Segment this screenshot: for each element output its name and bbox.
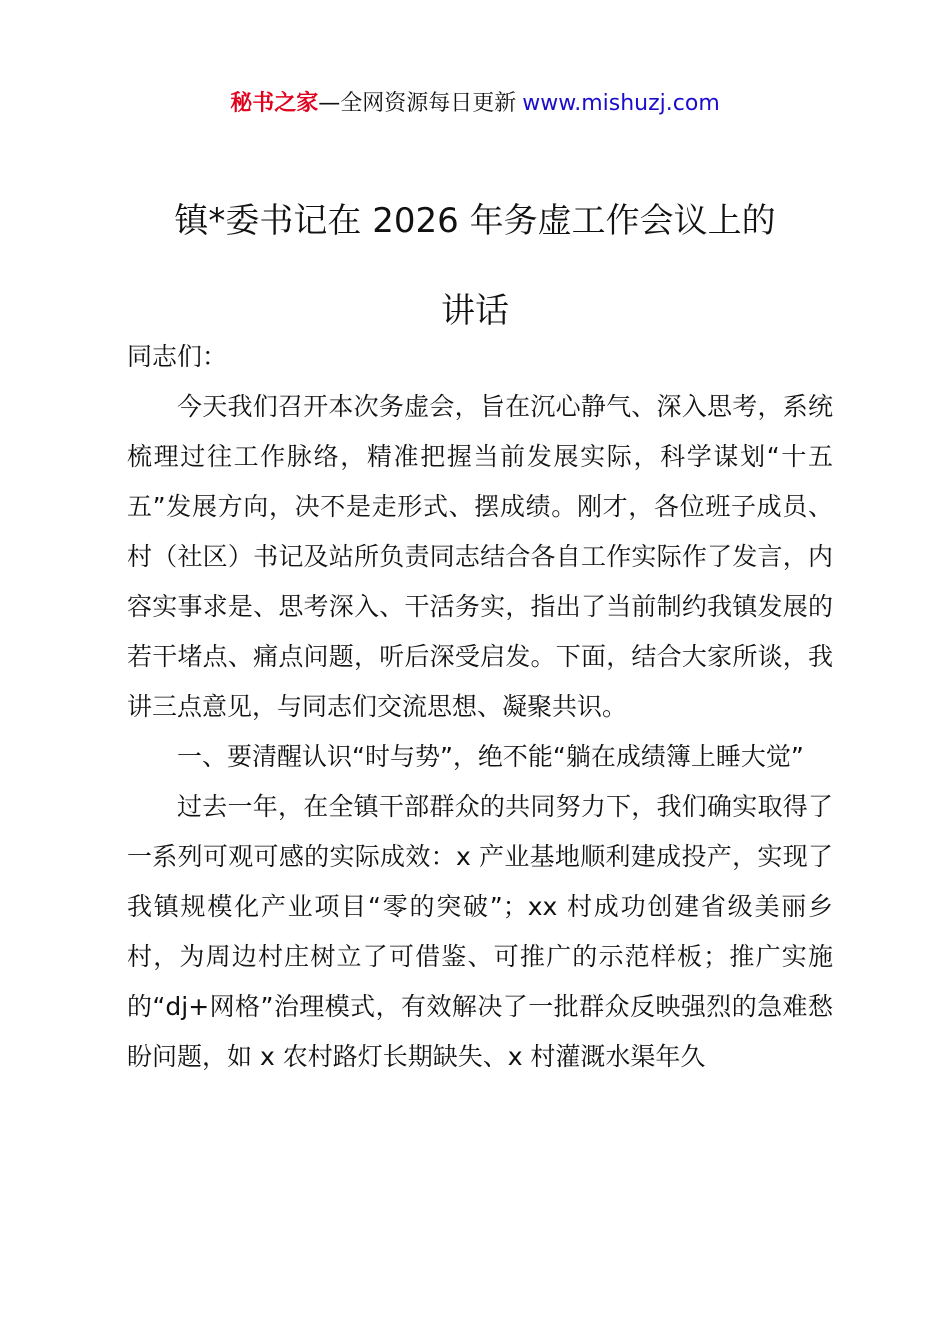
brand-name: 秘书之家 — [230, 91, 319, 116]
site-header — [0, 88, 950, 120]
title-line-2: 讲话 — [441, 291, 509, 331]
salutation: 同志们： — [127, 342, 228, 371]
title-line-1: 镇*委书记在 2026 年务虚工作会议上的 — [174, 201, 776, 241]
paragraph-intro: 今天我们召开本次务虚会，旨在沉心静气、深入思考，系统梳理过往工作脉络，精准把握当前发展实际，科学谋划“十五五”发展方向，决不是走形式、摆成绩。刚才，各位班子成员、村（社区）书记及站所负责同志结合各自工作实际作了发言，内容实事求是、思考深入、干活务实，指出了当前制约我镇发展的若干堵点、痛点问题，听后深受启发。下面，结合大家所谈，我讲三点意见，与同志们交流思想、凝聚共识。 — [127, 392, 833, 721]
site-url-link[interactable]: www.mishuzj.com — [522, 91, 720, 116]
section-heading-1: 一、要清醒认识“时与势”，绝不能“躺在成绩簿上睡大觉” — [177, 742, 804, 771]
paragraph-achievements: 过去一年，在全镇干部群众的共同努力下，我们确实取得了一系列可观可感的实际成效：x 产业基地顺利建成投产，实现了我镇规模化产业项目“零的突破”；xx 村成功创建省级美丽乡村，为周边村庄树立了可借鉴、可推广的示范样板；推广实施的“dj+网格”治理模式，有效解决了一批群众反映强烈的急难愁盼问题，如 x 农村路灯长期缺失、x 村灌溉水渠年久 — [127, 792, 833, 1071]
document-title — [100, 176, 850, 356]
document-body — [127, 332, 833, 1082]
header-tagline: —全网资源每日更新 — [318, 91, 517, 116]
